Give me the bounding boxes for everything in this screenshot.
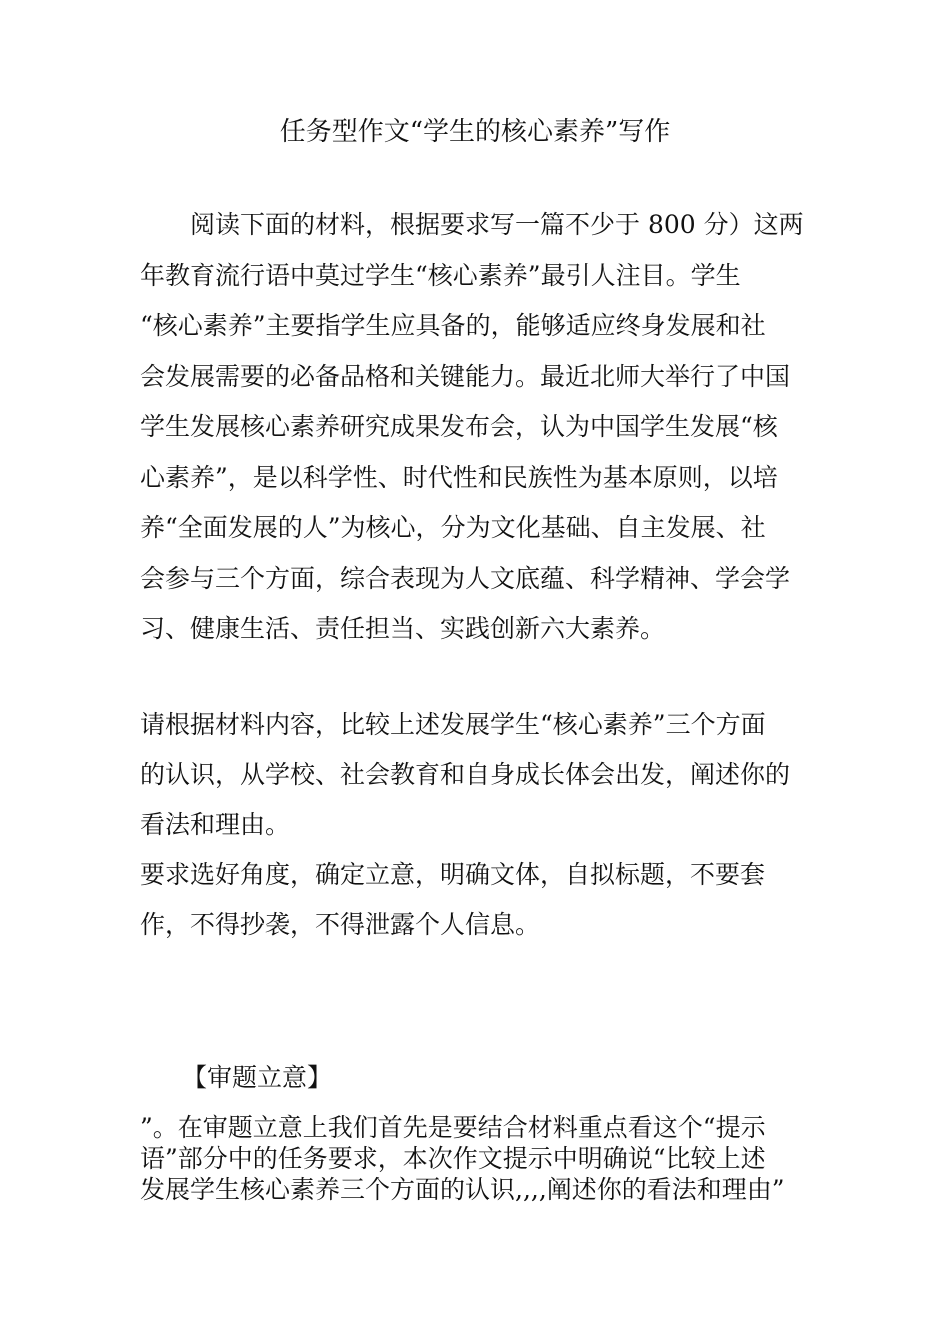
requirement-line: 要求选好角度，确定立意，明确文体，自拟标题，不要套 bbox=[140, 860, 766, 889]
material-line: 养“全面发展的人”为核心，分为文化基础、自主发展、社 bbox=[140, 513, 766, 542]
material-line: “核心素养”主要指学生应具备的，能够适应终身发展和社 bbox=[140, 311, 766, 340]
material-line: 阅读下面的材料，根据要求写一篇不少于 800 分）这两 bbox=[190, 210, 804, 239]
analysis-line: ”。在审题立意上我们首先是要结合材料重点看这个“提示 bbox=[140, 1113, 766, 1142]
task-line: 请根据材料内容，比较上述发展学生“核心素养”三个方面 bbox=[140, 710, 766, 739]
document-title: 任务型作文“学生的核心素养”写作 bbox=[279, 117, 671, 147]
material-line: 学生发展核心素养研究成果发布会，认为中国学生发展“核 bbox=[140, 412, 778, 441]
task-line: 的认识，从学校、社会教育和自身成长体会出发，阐述你的 bbox=[140, 760, 791, 789]
material-line: 心素养”，是以科学性、时代性和民族性为基本原则，以培 bbox=[140, 462, 778, 492]
requirement-paragraph bbox=[140, 856, 820, 956]
material-line: 年教育流行语中莫过学生“核心素养”最引人注目。学生 bbox=[140, 260, 741, 290]
task-paragraph bbox=[140, 706, 820, 856]
section-heading: 【审题立意】 bbox=[182, 1063, 333, 1092]
analysis-line: 发展学生核心素养三个方面的认识,,,,阐述你的看法和理由” bbox=[140, 1175, 785, 1204]
material-line: 会发展需要的必备品格和关键能力。最近北师大举行了中国 bbox=[140, 361, 791, 391]
material-line: 会参与三个方面，综合表现为人文底蕴、科学精神、学会学 bbox=[140, 563, 791, 593]
analysis-paragraph bbox=[140, 1112, 820, 1205]
material-line: 习、健康生活、责任担当、实践创新六大素养。 bbox=[140, 614, 666, 643]
analysis-line: 语”部分中的任务要求，本次作文提示中明确说“比较上述 bbox=[140, 1144, 766, 1173]
requirement-line: 作，不得抄袭，不得泄露个人信息。 bbox=[140, 910, 541, 939]
material-paragraph bbox=[140, 206, 820, 661]
task-line: 看法和理由。 bbox=[140, 810, 291, 839]
